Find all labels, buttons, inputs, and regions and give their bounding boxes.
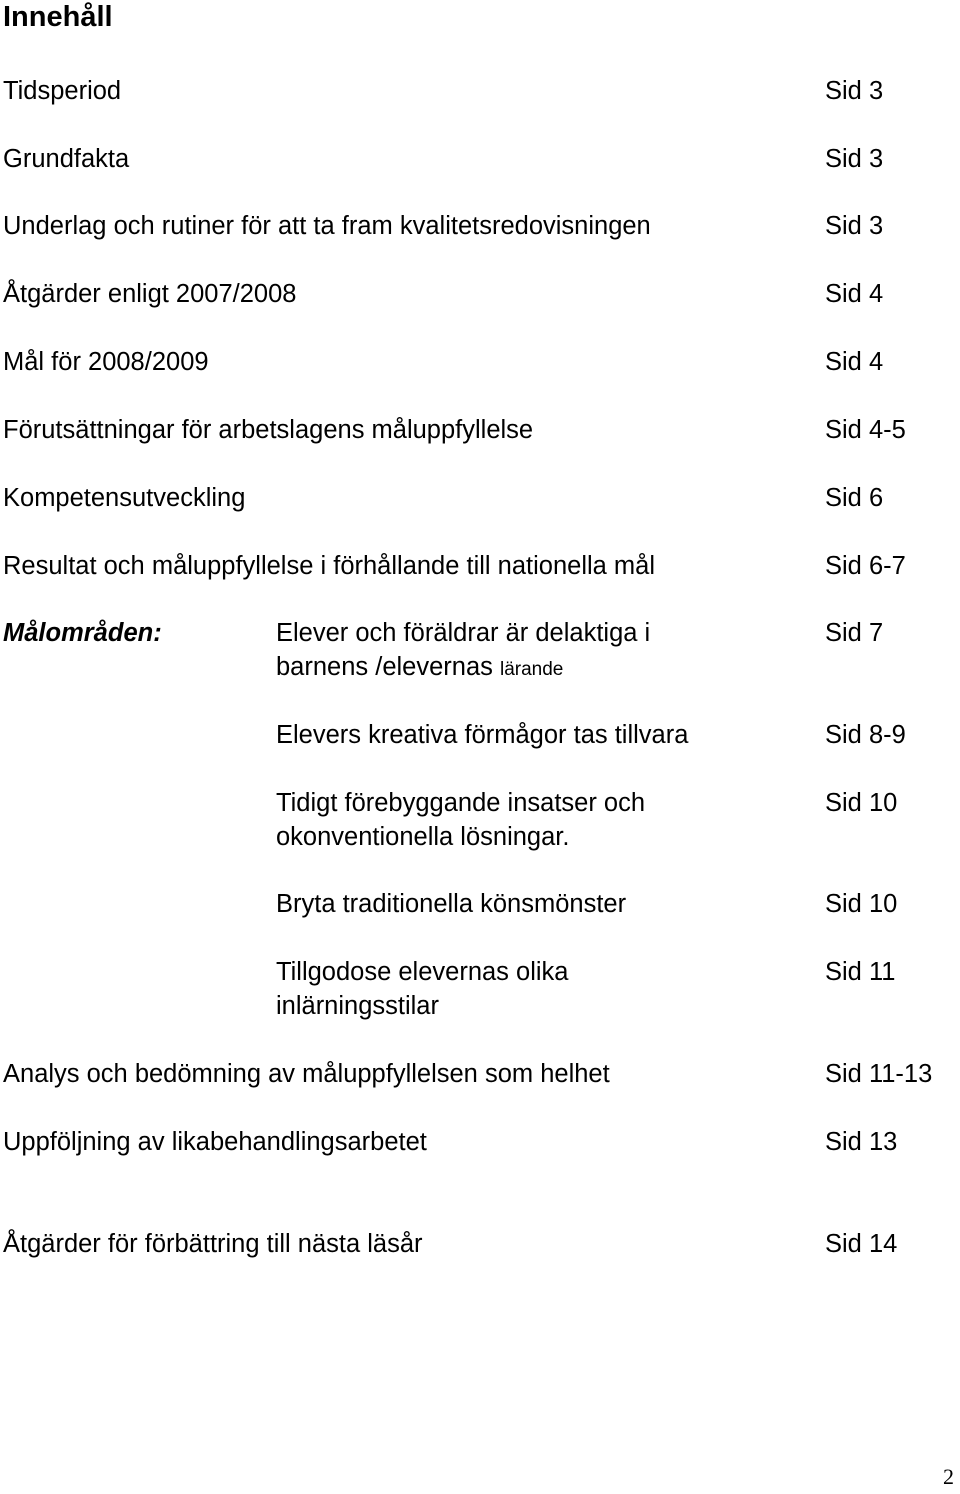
toc-entry-title: Grundfakta [3, 145, 130, 173]
toc-entry-page: Sid 4 [825, 348, 884, 376]
toc-entry-page: Sid 6 [825, 484, 884, 512]
malomrade-title-small: lärande [499, 659, 564, 680]
toc-entry-page: Sid 6-7 [825, 552, 906, 580]
toc-entry-page: Sid 4-5 [825, 416, 906, 444]
malomrade-page: Sid 11 [825, 958, 896, 986]
toc-entry-page: Sid 11-13 [825, 1060, 933, 1088]
toc-entry-page: Sid 14 [825, 1230, 898, 1258]
malomrade-title-cont: inlärningsstilar [276, 992, 439, 1020]
malomrade-page: Sid 10 [825, 890, 898, 918]
malomrade-title: Elever och föräldrar är delaktiga i [276, 619, 651, 647]
malomrade-title-cont [276, 650, 563, 687]
toc-entry-title: Förutsättningar för arbetslagens måluppfyllelse [3, 416, 534, 444]
toc-entry-title: Uppföljning av likabehandlingsarbetet [3, 1128, 427, 1156]
toc-entry-title: Åtgärder enligt 2007/2008 [3, 280, 297, 308]
malomrade-title: Tillgodose elevernas olika [276, 958, 569, 986]
malomrade-title: Bryta traditionella könsmönster [276, 890, 627, 918]
toc-entry-title: Åtgärder för förbättring till nästa läsår [3, 1230, 423, 1258]
toc-entry-page: Sid 3 [825, 212, 884, 240]
malomrade-page: Sid 8-9 [825, 721, 906, 749]
toc-entry-page: Sid 3 [825, 77, 884, 105]
toc-entry-title: Analys och bedömning av måluppfyllelsen som helhet [3, 1060, 610, 1088]
toc-entry-title: Kompetensutveckling [3, 484, 246, 512]
toc-entry-page: Sid 4 [825, 280, 884, 308]
malomrade-title-part: barnens /elevernas [276, 653, 500, 681]
page-number: 2 [943, 1464, 954, 1489]
page-title: Innehåll [3, 1, 113, 33]
toc-entry-page: Sid 13 [825, 1128, 898, 1156]
toc-entry-title: Mål för 2008/2009 [3, 348, 209, 376]
malomrade-title: Elevers kreativa förmågor tas tillvara [276, 721, 689, 749]
toc-entry-title: Resultat och måluppfyllelse i förhållande till nationella mål [3, 552, 656, 580]
malomraden-label: Målområden: [3, 619, 162, 647]
toc-entry-title: Underlag och rutiner för att ta fram kvalitetsredovisningen [3, 212, 651, 240]
toc-entry-page: Sid 3 [825, 145, 884, 173]
malomrade-page: Sid 10 [825, 789, 898, 817]
toc-entry-title: Tidsperiod [3, 77, 122, 105]
malomrade-title: Tidigt förebyggande insatser och [276, 789, 646, 817]
malomrade-page: Sid 7 [825, 619, 884, 647]
malomrade-title-cont: okonventionella lösningar. [276, 823, 570, 851]
